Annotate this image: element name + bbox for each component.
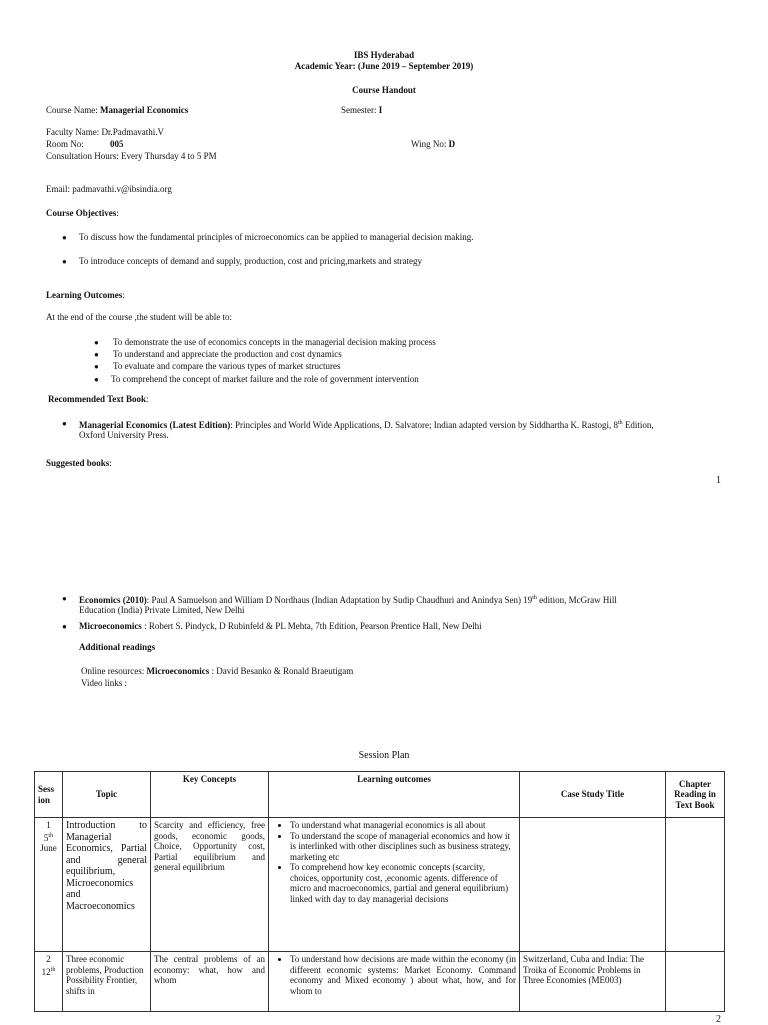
book-edition: edition, McGraw Hill [536, 595, 617, 605]
outcome-item: To evaluate and compare the various types of market structures [113, 361, 341, 371]
wing [411, 139, 455, 150]
book-details: : Robert S. Pindyck, D Rubinfeld & PL Mehta, 7th Edition, Pearson Prentice Hall, New Delhi [141, 621, 482, 631]
topic-cell: Introduction to Managerial Economics, Partial and general equilibrium, Microeconomics and Macroeconomics [63, 818, 151, 952]
institute-name: IBS Hyderabad [353, 50, 415, 60]
course-name [46, 105, 188, 116]
online-details: : David Besanko & Ronald Braeutigam [209, 666, 354, 676]
outcomes-intro: At the end of the course ,the student will be able to: [46, 312, 232, 322]
textbook-title: Managerial Economics (Latest Edition) [79, 420, 231, 430]
textbook-publisher: Oxford University Press. [79, 430, 169, 440]
faculty-name: Faculty Name: Dr.Padmavathi.V [46, 127, 164, 137]
session-date-day: 12 [41, 966, 51, 977]
chapter-cell [666, 952, 725, 1012]
objectives-heading: Course Objectives: [46, 208, 119, 218]
outcome-item: To demonstrate the use of economics concepts in the managerial decision making process [113, 337, 436, 347]
col-header-case: Case Study Title [520, 772, 666, 818]
session-cell [35, 952, 63, 1012]
handout-title: Course Handout [352, 85, 416, 95]
book-title: Microeconomics [79, 621, 142, 631]
session-number: 1 [46, 820, 51, 830]
outcomes-heading-text: Learning Outcomes [46, 290, 123, 300]
concepts-cell: Scarcity and efficiency, free goods, economic goods, Choice, Opportunity cost, Partial equilibrium and general equilibrium [151, 818, 269, 952]
textbook-details: : Principles and World Wide Applications, D. Salvatore; Indian adapted version by Siddhartha K. Rastogi, 8 [230, 420, 619, 430]
bullet-icon: ● [94, 362, 99, 371]
textbook-edition: Edition, [622, 420, 654, 430]
page-number: 1 [716, 475, 721, 486]
room-value: 005 [110, 139, 124, 149]
table-header-row [35, 772, 725, 818]
bullet-icon: ● [94, 375, 99, 384]
page-number-2: 2 [716, 1014, 721, 1025]
suggested-heading-text: Suggested books [46, 458, 110, 468]
semester-value: I [378, 105, 383, 115]
textbook-heading: Recommended Text Book: [48, 394, 149, 404]
bullet-icon: ● [94, 350, 99, 359]
book-publisher: Education (India) Private Limited, New Delhi [79, 605, 245, 615]
outcome-list-item: • To understand what managerial economics is all about [290, 820, 516, 831]
bullet-icon: ● [62, 622, 67, 631]
room-label: Room No: [46, 139, 84, 149]
outcomes-cell [269, 818, 520, 952]
col-header-outcomes: Learning outcomes [269, 772, 520, 818]
session-date-sup: th [48, 832, 54, 839]
semester-label: Semester: [341, 105, 377, 115]
session-plan-title: Session Plan [358, 750, 410, 761]
table-row [35, 818, 725, 952]
session-date-day: 5 [43, 832, 49, 843]
suggested-heading: Suggested books: [46, 458, 112, 468]
academic-year: Academic Year: (June 2019 – September 2019) [294, 61, 474, 71]
objective-item: To discuss how the fundamental principles of microeconomics can be applied to managerial decision making. [79, 232, 474, 242]
outcome-list-item: • To understand the scope of managerial economics and how it is interlinked with other disciplines such as business strategy, marketing etc [290, 831, 516, 863]
semester [341, 105, 382, 116]
outcome-item: To understand and appreciate the production and cost dynamics [113, 349, 342, 359]
session-date [38, 965, 59, 978]
book-details: : Paul A Samuelson and William D Nordhaus (Indian Adaptation by Sudip Chaudhuri and Anindya Sen) 19 [146, 595, 533, 605]
course-name-value: Managerial Economics [100, 105, 189, 115]
topic-cell: Three economic problems, Production Possibility Frontier, shifts in [63, 952, 151, 1012]
email: Email: padmavathi.v@ibsindia.org [46, 184, 172, 194]
case-cell: Switzerland, Cuba and India: The Troika of Economic Problems in Three Economies (ME003) [520, 952, 666, 1012]
online-title: Microeconomics [146, 666, 210, 676]
session-date [38, 831, 59, 844]
textbook-edition-sup: th [618, 420, 623, 426]
col-header-chapter: Chapter Reading in Text Book [666, 772, 725, 818]
book-entry [79, 621, 482, 632]
outcomes-cell [269, 952, 520, 1012]
wing-label: Wing No: [411, 139, 447, 149]
outcomes-heading: Learning Outcomes: [46, 290, 125, 300]
wing-value: D [448, 139, 456, 149]
bullet-icon: ● [62, 419, 67, 428]
video-links: Video links : [81, 678, 127, 688]
table-row [35, 952, 725, 1012]
col-header-concepts: Key Concepts [151, 772, 269, 818]
outcome-list-item: • To comprehend how key economic concepts (scarcity, choices, opportunity cost, ,economic agents. difference of micro and macroeconomics, partial and general equilibrium) linked with day to day managerial decisions [290, 862, 516, 904]
col-header-topic: Topic [63, 772, 151, 818]
session-date-sup: th [50, 966, 56, 973]
session-month: June [40, 843, 57, 853]
objectives-heading-text: Course Objectives [46, 208, 117, 218]
book-title: Economics (2010) [79, 595, 147, 605]
objective-item: To introduce concepts of demand and supply, production, cost and pricing,markets and strategy [79, 256, 422, 266]
outcome-list-item: • To understand how decisions are made within the economy (in different economic systems: Market Economy. Command economy and Mixed economy ) about what, how, and for whom to [290, 954, 516, 996]
session-cell [35, 818, 63, 952]
concepts-cell: The central problems of an economy: what, how and whom [151, 952, 269, 1012]
online-resources [81, 666, 353, 677]
session-number: 2 [46, 954, 51, 964]
additional-heading: Additional readings [79, 642, 156, 652]
textbook-heading-text: Recommended Text Book [48, 394, 147, 404]
outcome-item: To comprehend the concept of market failure and the role of government intervention [111, 374, 419, 384]
bullet-icon: ● [62, 233, 67, 242]
col-header-session: Sess ion [35, 772, 63, 818]
course-name-label: Course Name: [46, 105, 98, 115]
book-edition-sup: th [532, 595, 537, 601]
case-cell [520, 818, 666, 952]
online-label: Online resources: [81, 666, 147, 676]
bullet-icon: ● [94, 338, 99, 347]
chapter-cell [666, 818, 725, 952]
bullet-icon: ● [62, 257, 67, 266]
session-plan-table [34, 771, 725, 1012]
bullet-icon: ● [62, 594, 67, 603]
consultation-hours: Consultation Hours: Every Thursday 4 to 5 PM [46, 151, 217, 161]
